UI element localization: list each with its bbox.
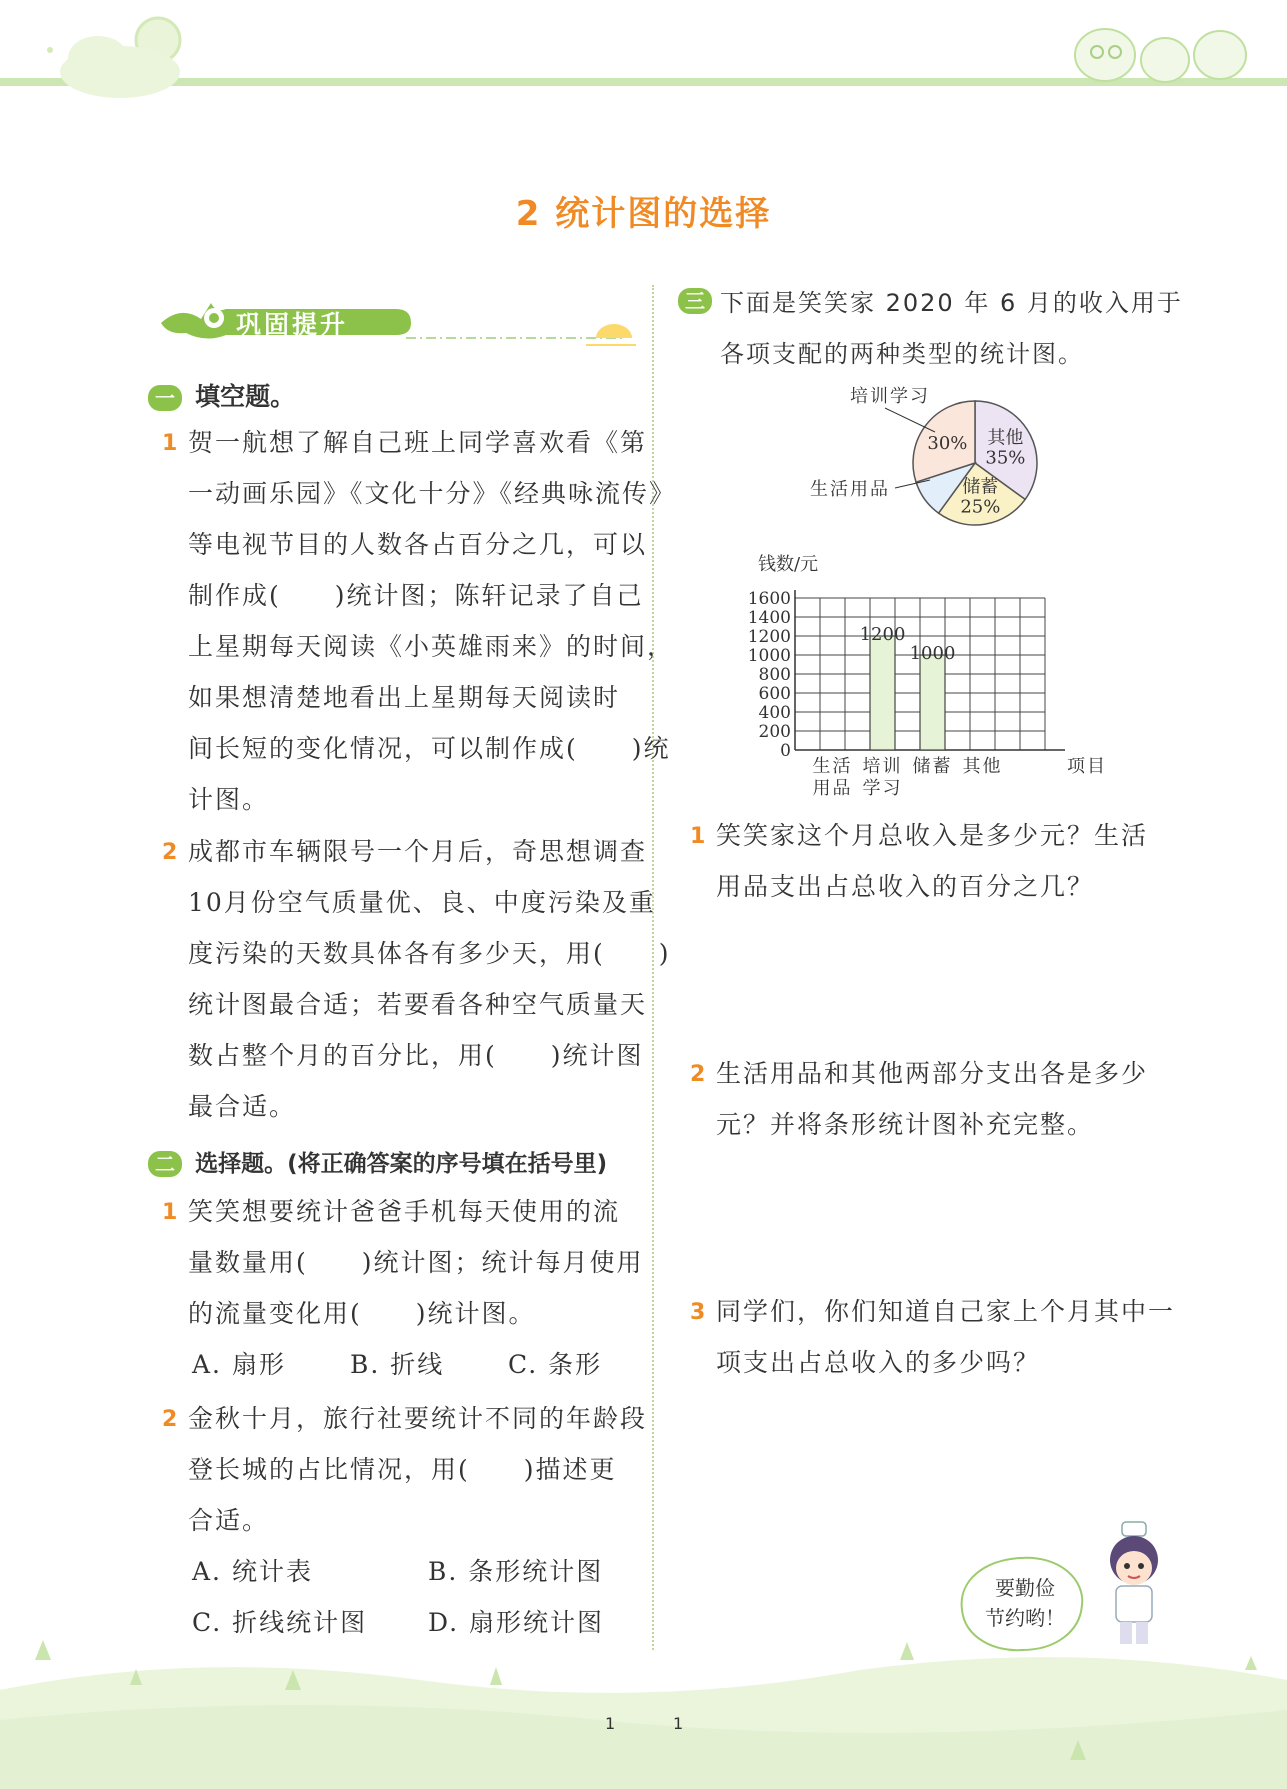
- text-line: 间长短的变化情况，可以制作成( )统: [188, 734, 671, 763]
- text-line: 数占整个月的百分比，用( )统计图: [188, 1041, 644, 1070]
- text-line: 用品支出占总收入的百分之几？: [716, 872, 1095, 901]
- text-line: 10月份空气质量优、良、中度污染及重: [188, 888, 656, 917]
- bar: [920, 655, 945, 750]
- x-tick-label: 储蓄: [912, 756, 953, 777]
- pie-leader-line: [885, 408, 935, 432]
- text-line: 下面是笑笑家 2020 年 6 月的收入用于: [720, 289, 1183, 317]
- pie-slice-label: 35%: [985, 447, 1026, 469]
- text-line: 金秋十月，旅行社要统计不同的年龄段: [188, 1404, 648, 1433]
- option-a: A. 扇形: [192, 1350, 286, 1379]
- text-line: 登长城的占比情况，用( )描述更: [188, 1455, 617, 1484]
- question-number: 1: [162, 431, 178, 456]
- question-number: 2: [162, 1407, 178, 1432]
- text-line: 项支出占总收入的多少吗？: [716, 1348, 1041, 1377]
- option-b: B. 条形统计图: [428, 1557, 604, 1586]
- section-banner: [156, 283, 636, 353]
- sun-cloud-decoration: [20, 0, 200, 110]
- pie-slice-label: 储蓄: [962, 476, 999, 498]
- bar-chart-xlabel: 项目: [1067, 756, 1107, 777]
- text-line: 各项支配的两种类型的统计图。: [720, 340, 1084, 368]
- pie-slice-label: 其他: [987, 427, 1024, 449]
- option-c: C. 折线统计图: [192, 1608, 368, 1637]
- bar-chart: [740, 545, 1110, 805]
- question-number: 2: [690, 1062, 706, 1087]
- text-line: 一动画乐园》《文化十分》《经典咏流传》: [188, 479, 677, 508]
- text-line: 贺一航想了解自己班上同学喜欢看《第: [188, 428, 648, 457]
- pie-label-daily-goods: 生活用品: [810, 479, 890, 500]
- bar-data-label: 1200: [859, 624, 906, 645]
- speech-text: [975, 1573, 1075, 1633]
- animal-friends-decoration: [1060, 10, 1260, 85]
- text-line: 笑笑家这个月总收入是多少元？生活: [716, 821, 1149, 850]
- bar-chart-ylabel: 钱数/元: [758, 554, 819, 575]
- bar-data-label: 1000: [909, 643, 956, 664]
- x-tick-label: 学习: [862, 778, 903, 799]
- y-tick-label: 400: [758, 703, 791, 723]
- x-tick-label: 培训: [862, 756, 903, 777]
- question-number: 2: [162, 840, 178, 865]
- text-line: 生活用品和其他两部分支出各是多少: [716, 1059, 1149, 1088]
- x-tick-label: 生活: [812, 756, 853, 777]
- y-tick-label: 0: [780, 741, 791, 761]
- y-tick-label: 1200: [747, 627, 791, 647]
- text-line: 如果想清楚地看出上星期每天阅读时: [188, 683, 621, 712]
- bar: [870, 636, 895, 750]
- option-d: D. 扇形统计图: [428, 1608, 605, 1637]
- pie-slice-label: 25%: [960, 496, 1001, 518]
- text-line: 合适。: [188, 1506, 270, 1535]
- pie-chart: [790, 380, 1070, 540]
- question-number: 1: [690, 824, 706, 849]
- part1-marker: 一: [148, 385, 182, 411]
- part3-marker: 三: [678, 288, 712, 314]
- speech-line: 要勤俭: [995, 1576, 1055, 1600]
- page-number-left: 1: [605, 1714, 616, 1733]
- section-banner-label: 巩固提升: [236, 310, 349, 339]
- question-number: 3: [690, 1300, 706, 1325]
- page-number-right: 1: [673, 1714, 684, 1733]
- text-line: 制作成( )统计图；陈轩记录了自己: [188, 581, 644, 610]
- part1-title: 填空题。: [195, 382, 296, 411]
- text-line: 度污染的天数具体各有多少天，用( ): [188, 939, 671, 968]
- part2-title: 选择题。(将正确答案的序号填在括号里): [195, 1151, 608, 1177]
- text-line: 等电视节目的人数各占百分之几，可以: [188, 530, 648, 559]
- text-line: 笑笑想要统计爸爸手机每天使用的流: [188, 1197, 621, 1226]
- part1-heading: [148, 377, 295, 413]
- question-number: 1: [162, 1200, 178, 1225]
- y-tick-label: 600: [758, 684, 791, 704]
- text-line: 计图。: [188, 785, 270, 814]
- x-tick-label: 用品: [812, 778, 853, 799]
- option-b: B. 折线: [350, 1350, 445, 1379]
- text-line: 元？并将条形统计图补充完整。: [716, 1110, 1095, 1139]
- x-tick-label: 其他: [962, 756, 1003, 777]
- footer-hills-decoration: [0, 1630, 1287, 1789]
- text-line: 的流量变化用( )统计图。: [188, 1299, 536, 1328]
- pie-label-training: 培训学习: [850, 386, 930, 407]
- y-tick-label: 1400: [747, 608, 791, 628]
- text-line: 成都市车辆限号一个月后，奇思想调查: [188, 837, 648, 866]
- text-line: 量数量用( )统计图；统计每月使用: [188, 1248, 644, 1277]
- pie-slice-label: 30%: [927, 432, 968, 454]
- part2-heading: [148, 1145, 607, 1178]
- text-line: 统计图最合适；若要看各种空气质量天: [188, 990, 648, 1019]
- y-tick-label: 200: [758, 722, 791, 742]
- speech-line: 节约哟！: [985, 1606, 1065, 1630]
- page-title: 2 统计图的选择: [515, 194, 772, 234]
- y-tick-label: 1600: [747, 589, 791, 609]
- option-a: A. 统计表: [192, 1557, 313, 1586]
- y-tick-label: 1000: [747, 646, 791, 666]
- text-line: 同学们，你们知道自己家上个月其中一: [716, 1297, 1176, 1326]
- text-line: 上星期每天阅读《小英雄雨来》的时间，: [188, 632, 675, 661]
- part2-marker: 二: [148, 1151, 182, 1177]
- y-tick-label: 800: [758, 665, 791, 685]
- option-c: C. 条形: [508, 1350, 603, 1379]
- text-line: 最合适。: [188, 1092, 297, 1121]
